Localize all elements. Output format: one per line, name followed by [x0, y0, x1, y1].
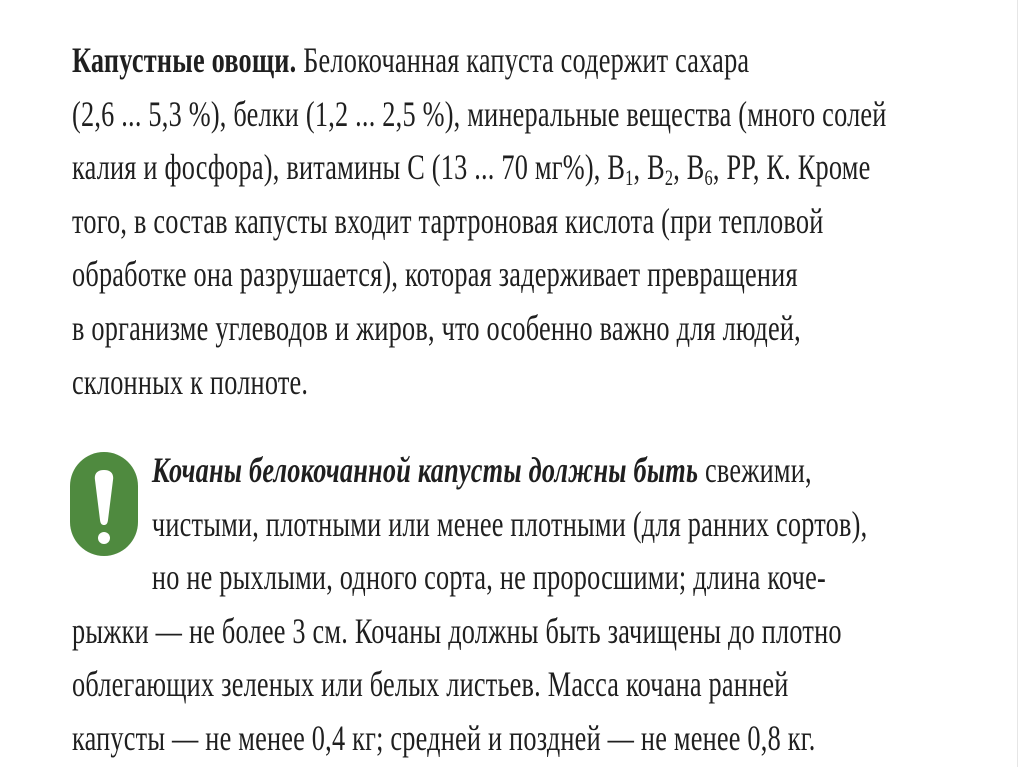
text-line: капусты — не менее 0,4 кг; средней и поздней — не менее 0,8 кг. — [72, 717, 816, 758]
text-line: рыжки — не более 3 см. Кочаны должны быть зачищены до плотно — [72, 610, 842, 651]
text-line: склонных к полноте. — [72, 361, 309, 402]
text-line — [72, 551, 867, 605]
subscript: 2 — [664, 165, 674, 191]
text-line: в организме углеводов и жиров, что особенно важно для людей, — [72, 307, 801, 348]
text-line: (2,6 ... 5,3 %), белки (1,2 ... 2,5 %), минеральные вещества (много солей — [72, 93, 887, 134]
text-line — [72, 498, 867, 552]
paragraph-cabbage-vegetables — [72, 34, 887, 409]
paragraph-cabbage-requirements — [72, 444, 867, 766]
text-line: того, в состав капусты входит тартроновая кислота (при тепловой — [72, 200, 824, 241]
text-line — [72, 34, 887, 88]
subscript: 1 — [625, 165, 634, 191]
emphasis-heading: Кочаны белокочанной капусты должны быть — [151, 450, 699, 490]
section-heading: Капустные овощи. — [72, 40, 297, 80]
text-line: облегающих зеленых или белых листьев. Масса кочана ранней — [72, 664, 789, 705]
page-edge — [1017, 0, 1018, 767]
text-span: свежими, — [698, 450, 812, 490]
text-span: , В — [633, 147, 665, 188]
text-span: Белокочанная капуста содержит сахара — [296, 40, 750, 80]
text-line — [72, 141, 887, 195]
text-span: , РР, К. Кроме — [712, 147, 871, 188]
text-span: калия и фосфора), витамины С (13 ... 70 мг%), В — [72, 147, 626, 188]
text-span: но не рыхлыми, одного сорта, не проросшими; длина коче- — [151, 557, 826, 598]
text-line: обработке она разрушается), которая задерживает превращения — [72, 254, 798, 295]
subscript: 6 — [704, 165, 713, 191]
text-span: , В — [673, 147, 705, 188]
text-line — [72, 444, 867, 498]
text-span: чистыми, плотными или менее плотными (для ранних сортов), — [151, 503, 868, 544]
